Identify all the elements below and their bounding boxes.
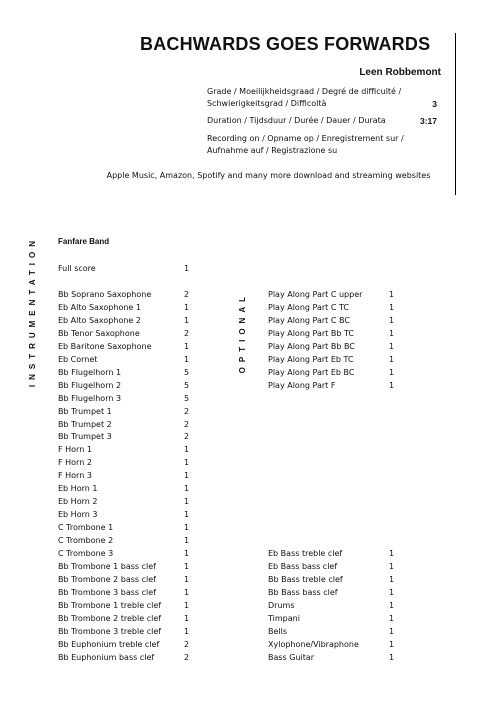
list-item [58,495,190,508]
list-item [268,586,395,599]
list-item [58,625,190,638]
part-quantity: 1 [184,264,190,273]
part-name: Bb Trombone 1 treble clef [58,600,162,610]
list-item [58,379,190,392]
list-item [268,638,395,651]
list-item [58,418,190,431]
part-quantity: 1 [389,613,395,623]
part-quantity: 1 [184,536,190,546]
part-name: Eb Cornet [58,354,98,364]
part-quantity: 1 [184,523,190,533]
list-item [58,456,190,469]
part-name: Play Along Part C upper [268,290,363,299]
part-quantity: 2 [184,328,190,338]
part-quantity: 2 [184,290,190,299]
part-name: Play Along Part Eb TC [268,354,354,364]
part-quantity: 5 [184,380,190,390]
list-item [58,599,190,612]
list-item [58,301,190,314]
part-name: Play Along Part Bb BC [268,341,355,351]
part-name: Bb Tenor Saxophone [58,328,140,338]
part-name: Bb Trumpet 1 [58,406,112,416]
part-name: Timpani [268,613,300,623]
part-quantity: 1 [184,302,190,312]
part-quantity: 1 [389,354,395,364]
part-quantity: 1 [389,367,395,377]
grade-label-line1: Grade / Moeilijkheidsgraad / Degré de difficulté / [207,87,402,96]
part-quantity: 1 [184,471,190,481]
list-item [268,560,395,573]
list-item [268,612,395,625]
part-name: Bb Euphonium bass clef [58,652,155,662]
part-name: Eb Horn 2 [58,497,98,507]
part-name: Bb Bass treble clef [268,574,343,584]
duration-info [207,115,437,127]
list-item [58,586,190,599]
section-title: Fanfare Band [58,237,110,246]
part-quantity: 1 [184,613,190,623]
part-quantity: 1 [184,561,190,571]
list-item [268,625,395,638]
part-name: Bb Trumpet 3 [58,432,112,442]
instrumentation-label: INSTRUMENTATION [28,236,37,388]
part-name: Bb Soprano Saxophone [58,290,152,299]
duration-label: Duration / Tijdsduur / Durée / Dauer / Durata [207,116,386,125]
part-name: Bb Trombone 1 bass clef [58,561,156,571]
part-name: Eb Baritone Saxophone [58,341,152,351]
part-name: Eb Bass treble clef [268,549,343,558]
part-name: Bb Trumpet 2 [58,419,112,429]
part-name: Bells [268,626,288,636]
part-quantity: 1 [184,315,190,325]
list-item [58,573,190,586]
list-item [58,443,190,456]
part-name: Drums [268,600,295,610]
list-item [58,353,190,366]
part-name: Eb Alto Saxophone 1 [58,302,141,312]
list-item [58,638,190,651]
list-item [58,534,190,547]
part-quantity: 1 [184,600,190,610]
part-name: F Horn 1 [58,445,92,455]
part-quantity: 1 [389,380,395,390]
list-item [268,301,395,314]
recording-label-line1: Recording on / Opname op / Enregistrement sur / [207,134,404,143]
part-quantity: 1 [389,549,395,558]
list-item [58,469,190,482]
list-item [268,599,395,612]
list-item [58,547,190,560]
part-quantity: 1 [389,290,395,299]
part-quantity: 1 [389,341,395,351]
list-item [268,651,395,664]
list-item [268,288,395,301]
part-quantity: 2 [184,639,190,649]
list-item [58,366,190,379]
part-quantity: 1 [184,497,190,507]
recording-label-line2: Aufnahme auf / Registrazione su [207,146,338,155]
part-name: Bb Trombone 2 bass clef [58,574,156,584]
list-item [58,482,190,495]
grade-label-line2: Schwierigkeitsgrad / Difficoltà [207,99,327,108]
part-name: Bb Euphonium treble clef [58,639,160,649]
part-quantity: 1 [389,561,395,571]
part-quantity: 2 [184,419,190,429]
part-quantity: 1 [389,639,395,649]
part-name: Eb Alto Saxophone 2 [58,315,141,325]
list-item [58,262,190,275]
list-item [268,340,395,353]
list-item [268,327,395,340]
part-name: Play Along Part C BC [268,315,350,325]
available-platforms: Apple Music, Amazon, Spotify and many more download and streaming websites [106,171,431,180]
part-name: Eb Horn 3 [58,510,98,520]
part-quantity: 1 [184,626,190,636]
list-item [58,430,190,443]
part-name: Xylophone/Vibraphone [268,639,359,649]
list-item [58,288,190,301]
part-name: Play Along Part F [268,380,336,390]
part-name: Bass Guitar [268,652,315,662]
part-quantity: 2 [184,652,190,662]
part-quantity: 1 [184,341,190,351]
list-item [58,521,190,534]
part-quantity: 5 [184,367,190,377]
grade-info [207,86,437,110]
part-name: Play Along Part Bb TC [268,328,354,338]
part-quantity: 2 [184,406,190,416]
part-quantity: 1 [184,587,190,597]
part-name: Bb Trombone 2 treble clef [58,613,162,623]
page-title: BACHWARDS GOES FORWARDS [140,34,431,54]
list-item [58,327,190,340]
part-quantity: 1 [389,600,395,610]
part-quantity: 1 [389,626,395,636]
part-name: Eb Bass bass clef [268,561,338,571]
list-item [268,353,395,366]
part-name: F Horn 3 [58,471,92,481]
part-name: C Trombone 2 [58,536,114,546]
part-quantity: 1 [389,574,395,584]
part-name: Bb Trombone 3 treble clef [58,626,162,636]
part-quantity: 1 [184,549,190,558]
part-name: Full score [58,264,96,273]
part-name: Bb Flugelhorn 3 [58,393,122,403]
list-item [58,651,190,664]
part-name: Bb Flugelhorn 2 [58,380,122,390]
list-item [268,366,395,379]
list-item [268,547,395,560]
list-item [58,508,190,521]
list-item [58,560,190,573]
list-item [58,314,190,327]
list-item [268,314,395,327]
part-quantity: 1 [389,315,395,325]
part-quantity: 1 [389,587,395,597]
recording-info [207,133,437,157]
part-name: Bb Bass bass clef [268,587,338,597]
part-quantity: 1 [184,484,190,494]
part-quantity: 1 [184,354,190,364]
composer-name: Leen Robbemont [359,67,441,78]
list-item [58,392,190,405]
grade-value: 3 [432,99,437,109]
part-quantity: 1 [389,652,395,662]
part-name: Play Along Part C TC [268,302,349,312]
part-name: F Horn 2 [58,458,92,468]
optional-label: OPTIONAL [238,292,247,374]
duration-value: 3:17 [419,116,437,126]
part-quantity: 1 [389,302,395,312]
part-quantity: 1 [184,458,190,468]
part-quantity: 2 [184,432,190,442]
list-item [58,405,190,418]
list-item [58,612,190,625]
part-quantity: 1 [389,328,395,338]
part-quantity: 1 [184,510,190,520]
list-item [268,379,395,392]
part-quantity: 5 [184,393,190,403]
part-name: Play Along Part Eb BC [268,367,355,377]
part-name: Eb Horn 1 [58,484,98,494]
part-name: C Trombone 3 [58,549,114,558]
part-quantity: 1 [184,574,190,584]
list-item [58,340,190,353]
part-quantity: 1 [184,445,190,455]
part-name: C Trombone 1 [58,523,114,533]
part-name: Bb Trombone 3 bass clef [58,587,156,597]
list-item [268,573,395,586]
part-name: Bb Flugelhorn 1 [58,367,122,377]
